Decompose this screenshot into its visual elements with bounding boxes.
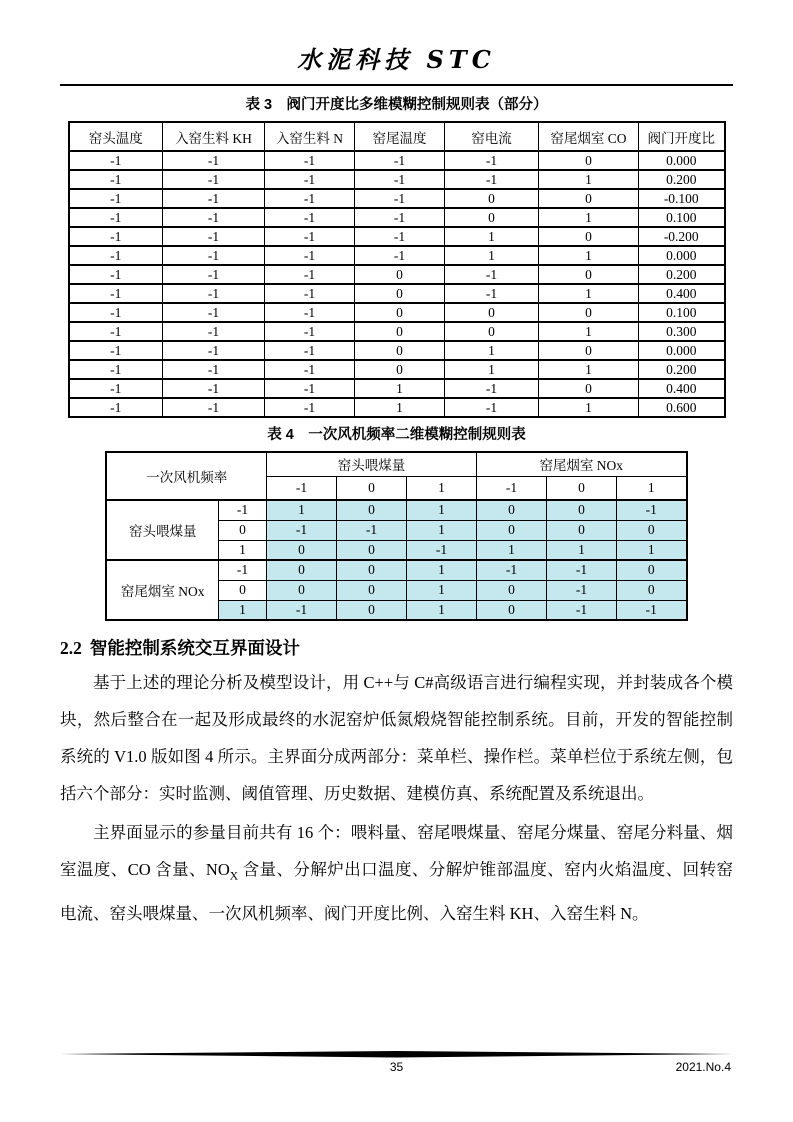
table-cell: 1	[445, 360, 539, 379]
table-row	[69, 284, 725, 303]
table-cell: 1	[445, 246, 539, 265]
table3-header-row	[69, 122, 725, 151]
table-cell: -1	[445, 265, 539, 284]
table-row	[106, 500, 686, 520]
table-cell: 0	[445, 208, 539, 227]
table-cell: -1	[163, 246, 265, 265]
table-cell: 0.600	[639, 398, 725, 417]
table-cell: -1	[336, 520, 406, 540]
table-cell: 0	[477, 580, 547, 600]
table-row	[69, 227, 725, 246]
table-cell: 0.100	[639, 303, 725, 322]
table-cell: -1	[266, 600, 336, 620]
table-row	[69, 189, 725, 208]
table4-rowkey-cell: 1	[218, 600, 266, 620]
section-heading	[60, 636, 733, 661]
table-cell: 0	[266, 560, 336, 580]
table-cell: 0	[336, 540, 406, 560]
table-cell: -1	[445, 398, 539, 417]
table-cell: -1	[69, 151, 163, 170]
table4-rowgroup-label: 窑尾烟室 NOx	[106, 560, 218, 620]
table-cell: -1	[265, 284, 355, 303]
table-cell: -1	[69, 379, 163, 398]
table-cell: -1	[265, 208, 355, 227]
table-cell: -1	[355, 246, 445, 265]
table-cell: -1	[617, 500, 687, 520]
page-number: 35	[389, 1060, 404, 1074]
page-footer	[60, 1051, 733, 1091]
table-cell: 0	[539, 265, 639, 284]
table-cell: -1	[69, 303, 163, 322]
table-cell: 1	[355, 379, 445, 398]
table4-subheader-cell: -1	[477, 476, 547, 500]
table-cell: -1	[69, 284, 163, 303]
table-cell: 0	[539, 303, 639, 322]
table-cell: 0	[477, 500, 547, 520]
table-cell: -1	[69, 398, 163, 417]
table-cell: 0	[355, 284, 445, 303]
table-cell: -1	[265, 379, 355, 398]
table-cell: -1	[265, 341, 355, 360]
paragraph-text: 主界面显示的参量目前共有 16 个：喂料量、窑尾喂煤量、窑尾分煤量、窑尾分料量、烟室温度、CO 含量、NO	[60, 823, 733, 879]
table-cell: 0.200	[639, 170, 725, 189]
table-cell: 0	[266, 540, 336, 560]
table-cell: 0	[617, 580, 687, 600]
table-cell: 0	[336, 500, 406, 520]
table4-rowkey-cell: 1	[218, 540, 266, 560]
table-cell: -1	[69, 189, 163, 208]
table-cell: -1	[163, 170, 265, 189]
table4-caption: 表 4 一次风机频率二维模糊控制规则表	[267, 427, 526, 443]
table-row	[69, 398, 725, 417]
body-paragraph-2	[60, 814, 733, 932]
table-row	[69, 246, 725, 265]
table4-corner-label: 一次风机频率	[106, 452, 266, 500]
table-cell: 0	[477, 520, 547, 540]
table-cell: -1	[163, 303, 265, 322]
table3-valve-fuzzy-rules	[68, 121, 726, 418]
table-cell: 1	[539, 170, 639, 189]
table-cell: 0.300	[639, 322, 725, 341]
table-cell: 0	[445, 189, 539, 208]
table-cell: -1	[355, 227, 445, 246]
table-cell: 1	[445, 227, 539, 246]
table4-rowkey-cell: 0	[218, 580, 266, 600]
table3-header-cell: 窑头温度	[69, 122, 163, 151]
table-cell: -1	[265, 360, 355, 379]
table-cell: -1	[445, 284, 539, 303]
table3-header-cell: 窑尾烟室 CO	[539, 122, 639, 151]
table4-subheader-cell: 1	[406, 476, 476, 500]
table-cell: 1	[477, 540, 547, 560]
table-cell: 1	[539, 246, 639, 265]
table-cell: -1	[69, 246, 163, 265]
table-row	[69, 360, 725, 379]
table4-rowgroup-label: 窑头喂煤量	[106, 500, 218, 560]
table-cell: -1	[265, 265, 355, 284]
table-cell: 0	[355, 341, 445, 360]
paragraph-text: 含量、分解炉出口温度、分解炉锥部温度、窑内火焰温度、回转窑电流、窑头喂煤量、一次风机频率、阀门开度比例、入窑生料 KH、入窑生料 N。	[60, 860, 733, 924]
table-cell: 0	[445, 322, 539, 341]
table-cell: -1	[355, 189, 445, 208]
table-cell: -1	[163, 360, 265, 379]
table-cell: 0	[355, 322, 445, 341]
table-cell: -1	[265, 151, 355, 170]
table-cell: -1	[265, 398, 355, 417]
table-cell: 0.000	[639, 246, 725, 265]
table-cell: 0	[617, 520, 687, 540]
table-cell: 1	[406, 600, 476, 620]
table-cell: -1	[163, 398, 265, 417]
table4-rowkey-cell: 0	[218, 520, 266, 540]
table3-body	[69, 151, 725, 417]
table-cell: -1	[163, 208, 265, 227]
table-row	[69, 170, 725, 189]
table-cell: 0	[539, 151, 639, 170]
table-cell: 0.000	[639, 341, 725, 360]
section-number: 2.2	[60, 638, 82, 658]
table-cell: 1	[406, 560, 476, 580]
table-cell: -1	[163, 341, 265, 360]
table-cell: -1	[547, 560, 617, 580]
table-cell: -1	[355, 208, 445, 227]
table-cell: -1	[547, 600, 617, 620]
table4-fan-fuzzy-rules	[105, 451, 687, 621]
journal-title: 水泥科技 STC	[297, 45, 496, 74]
table-cell: -1	[355, 151, 445, 170]
table-cell: 1	[406, 520, 476, 540]
table-cell: -1	[265, 227, 355, 246]
table-cell: -1	[163, 189, 265, 208]
table-cell: -1	[69, 265, 163, 284]
table-cell: -1	[69, 208, 163, 227]
table-cell: 1	[539, 322, 639, 341]
table-cell: 0	[336, 560, 406, 580]
table-cell: -1	[355, 170, 445, 189]
table-cell: -1	[617, 600, 687, 620]
table-cell: -1	[266, 520, 336, 540]
table3-header-cell: 入窑生料 KH	[163, 122, 265, 151]
table-cell: 0.000	[639, 151, 725, 170]
table-cell: -1	[69, 170, 163, 189]
table4-header-row	[106, 452, 686, 476]
table-cell: 1	[355, 398, 445, 417]
table-row	[69, 341, 725, 360]
table-cell: -1	[163, 379, 265, 398]
table-cell: -1	[265, 170, 355, 189]
table4-subheader-cell: -1	[266, 476, 336, 500]
table-cell: 0.200	[639, 265, 725, 284]
body-paragraph-1: 基于上述的理论分析及模型设计，用 C++与 C#高级语言进行编程实现，并封装成各个模块，然后整合在一起及形成最终的水泥窑炉低氮煅烧智能控制系统。目前，开发的智能控制系统的 V1.0 版如图 4 所示。主界面分成两部分：菜单栏、操作栏。菜单栏位于系统左侧，包括六个部分：实时监测、阈值管理、历史数据、建模仿真、系统配置及系统退出。	[60, 673, 733, 803]
issue-label: 2021.No.4	[675, 1060, 731, 1074]
table-cell: 1	[406, 500, 476, 520]
table-cell: -1	[265, 246, 355, 265]
table-cell: 0	[336, 600, 406, 620]
table-cell: -1	[406, 540, 476, 560]
table-cell: 0.400	[639, 284, 725, 303]
table-cell: 0	[539, 379, 639, 398]
table4-subheader-cell: 1	[617, 476, 687, 500]
table-cell: -1	[445, 170, 539, 189]
table-cell: -1	[265, 303, 355, 322]
table-row	[69, 303, 725, 322]
table-cell: 0	[477, 600, 547, 620]
table-cell: -1	[163, 151, 265, 170]
table3-header-cell: 窑电流	[445, 122, 539, 151]
table-cell: -1	[69, 341, 163, 360]
table4-subheader-cell: 0	[547, 476, 617, 500]
table-row	[106, 560, 686, 580]
table-cell: 1	[539, 284, 639, 303]
table-cell: 0	[547, 500, 617, 520]
table-cell: 0	[355, 265, 445, 284]
table3-header-cell: 窑尾温度	[355, 122, 445, 151]
nox-subscript: X	[229, 870, 239, 883]
table-cell: -1	[445, 379, 539, 398]
table-cell: -1	[477, 560, 547, 580]
table3-header-cell: 入窑生料 N	[265, 122, 355, 151]
table-cell: 0	[336, 580, 406, 600]
table-cell: 0	[539, 189, 639, 208]
table-row	[69, 379, 725, 398]
table-cell: -1	[163, 322, 265, 341]
table-cell: 0	[355, 360, 445, 379]
table-cell: 1	[617, 540, 687, 560]
section-title: 智能控制系统交互界面设计	[89, 638, 300, 658]
table-cell: 1	[539, 208, 639, 227]
table-row	[69, 151, 725, 170]
table-cell: 0.100	[639, 208, 725, 227]
table-cell: -1	[69, 360, 163, 379]
table-cell: -1	[69, 227, 163, 246]
table-cell: -1	[445, 151, 539, 170]
table-cell: -1	[163, 227, 265, 246]
table-cell: -1	[69, 322, 163, 341]
table4-colgroup-label: 窑尾烟室 NOx	[477, 452, 687, 476]
table-cell: -1	[265, 322, 355, 341]
table-cell: 0	[539, 227, 639, 246]
table-cell: 0.200	[639, 360, 725, 379]
table-row	[69, 322, 725, 341]
table3-caption: 表 3 阀门开度比多维模糊控制规则表（部分）	[245, 97, 548, 113]
table-cell: -1	[265, 189, 355, 208]
table-cell: -0.100	[639, 189, 725, 208]
table-cell: 0	[445, 303, 539, 322]
table4-rowkey-cell: -1	[218, 500, 266, 520]
table-cell: -1	[163, 284, 265, 303]
table4-rowkey-cell: -1	[218, 560, 266, 580]
table-cell: -1	[547, 580, 617, 600]
table-cell: 0.400	[639, 379, 725, 398]
table-cell: 1	[406, 580, 476, 600]
table-cell: 1	[445, 341, 539, 360]
table-row	[69, 265, 725, 284]
table4-subheader-cell: 0	[336, 476, 406, 500]
footer-tapered-divider	[60, 1051, 733, 1058]
header-divider	[60, 84, 733, 86]
table-cell: -0.200	[639, 227, 725, 246]
table-cell: 1	[539, 360, 639, 379]
table-cell: 0	[539, 341, 639, 360]
table-cell: 0	[547, 520, 617, 540]
table-cell: 1	[539, 398, 639, 417]
table4-colgroup-label: 窑头喂煤量	[266, 452, 476, 476]
table-row	[69, 208, 725, 227]
table-cell: 1	[266, 500, 336, 520]
table3-header-cell: 阀门开度比	[639, 122, 725, 151]
table-cell: 0	[266, 580, 336, 600]
table-cell: 0	[355, 303, 445, 322]
table-cell: 0	[617, 560, 687, 580]
table-cell: 1	[547, 540, 617, 560]
table-cell: -1	[163, 265, 265, 284]
